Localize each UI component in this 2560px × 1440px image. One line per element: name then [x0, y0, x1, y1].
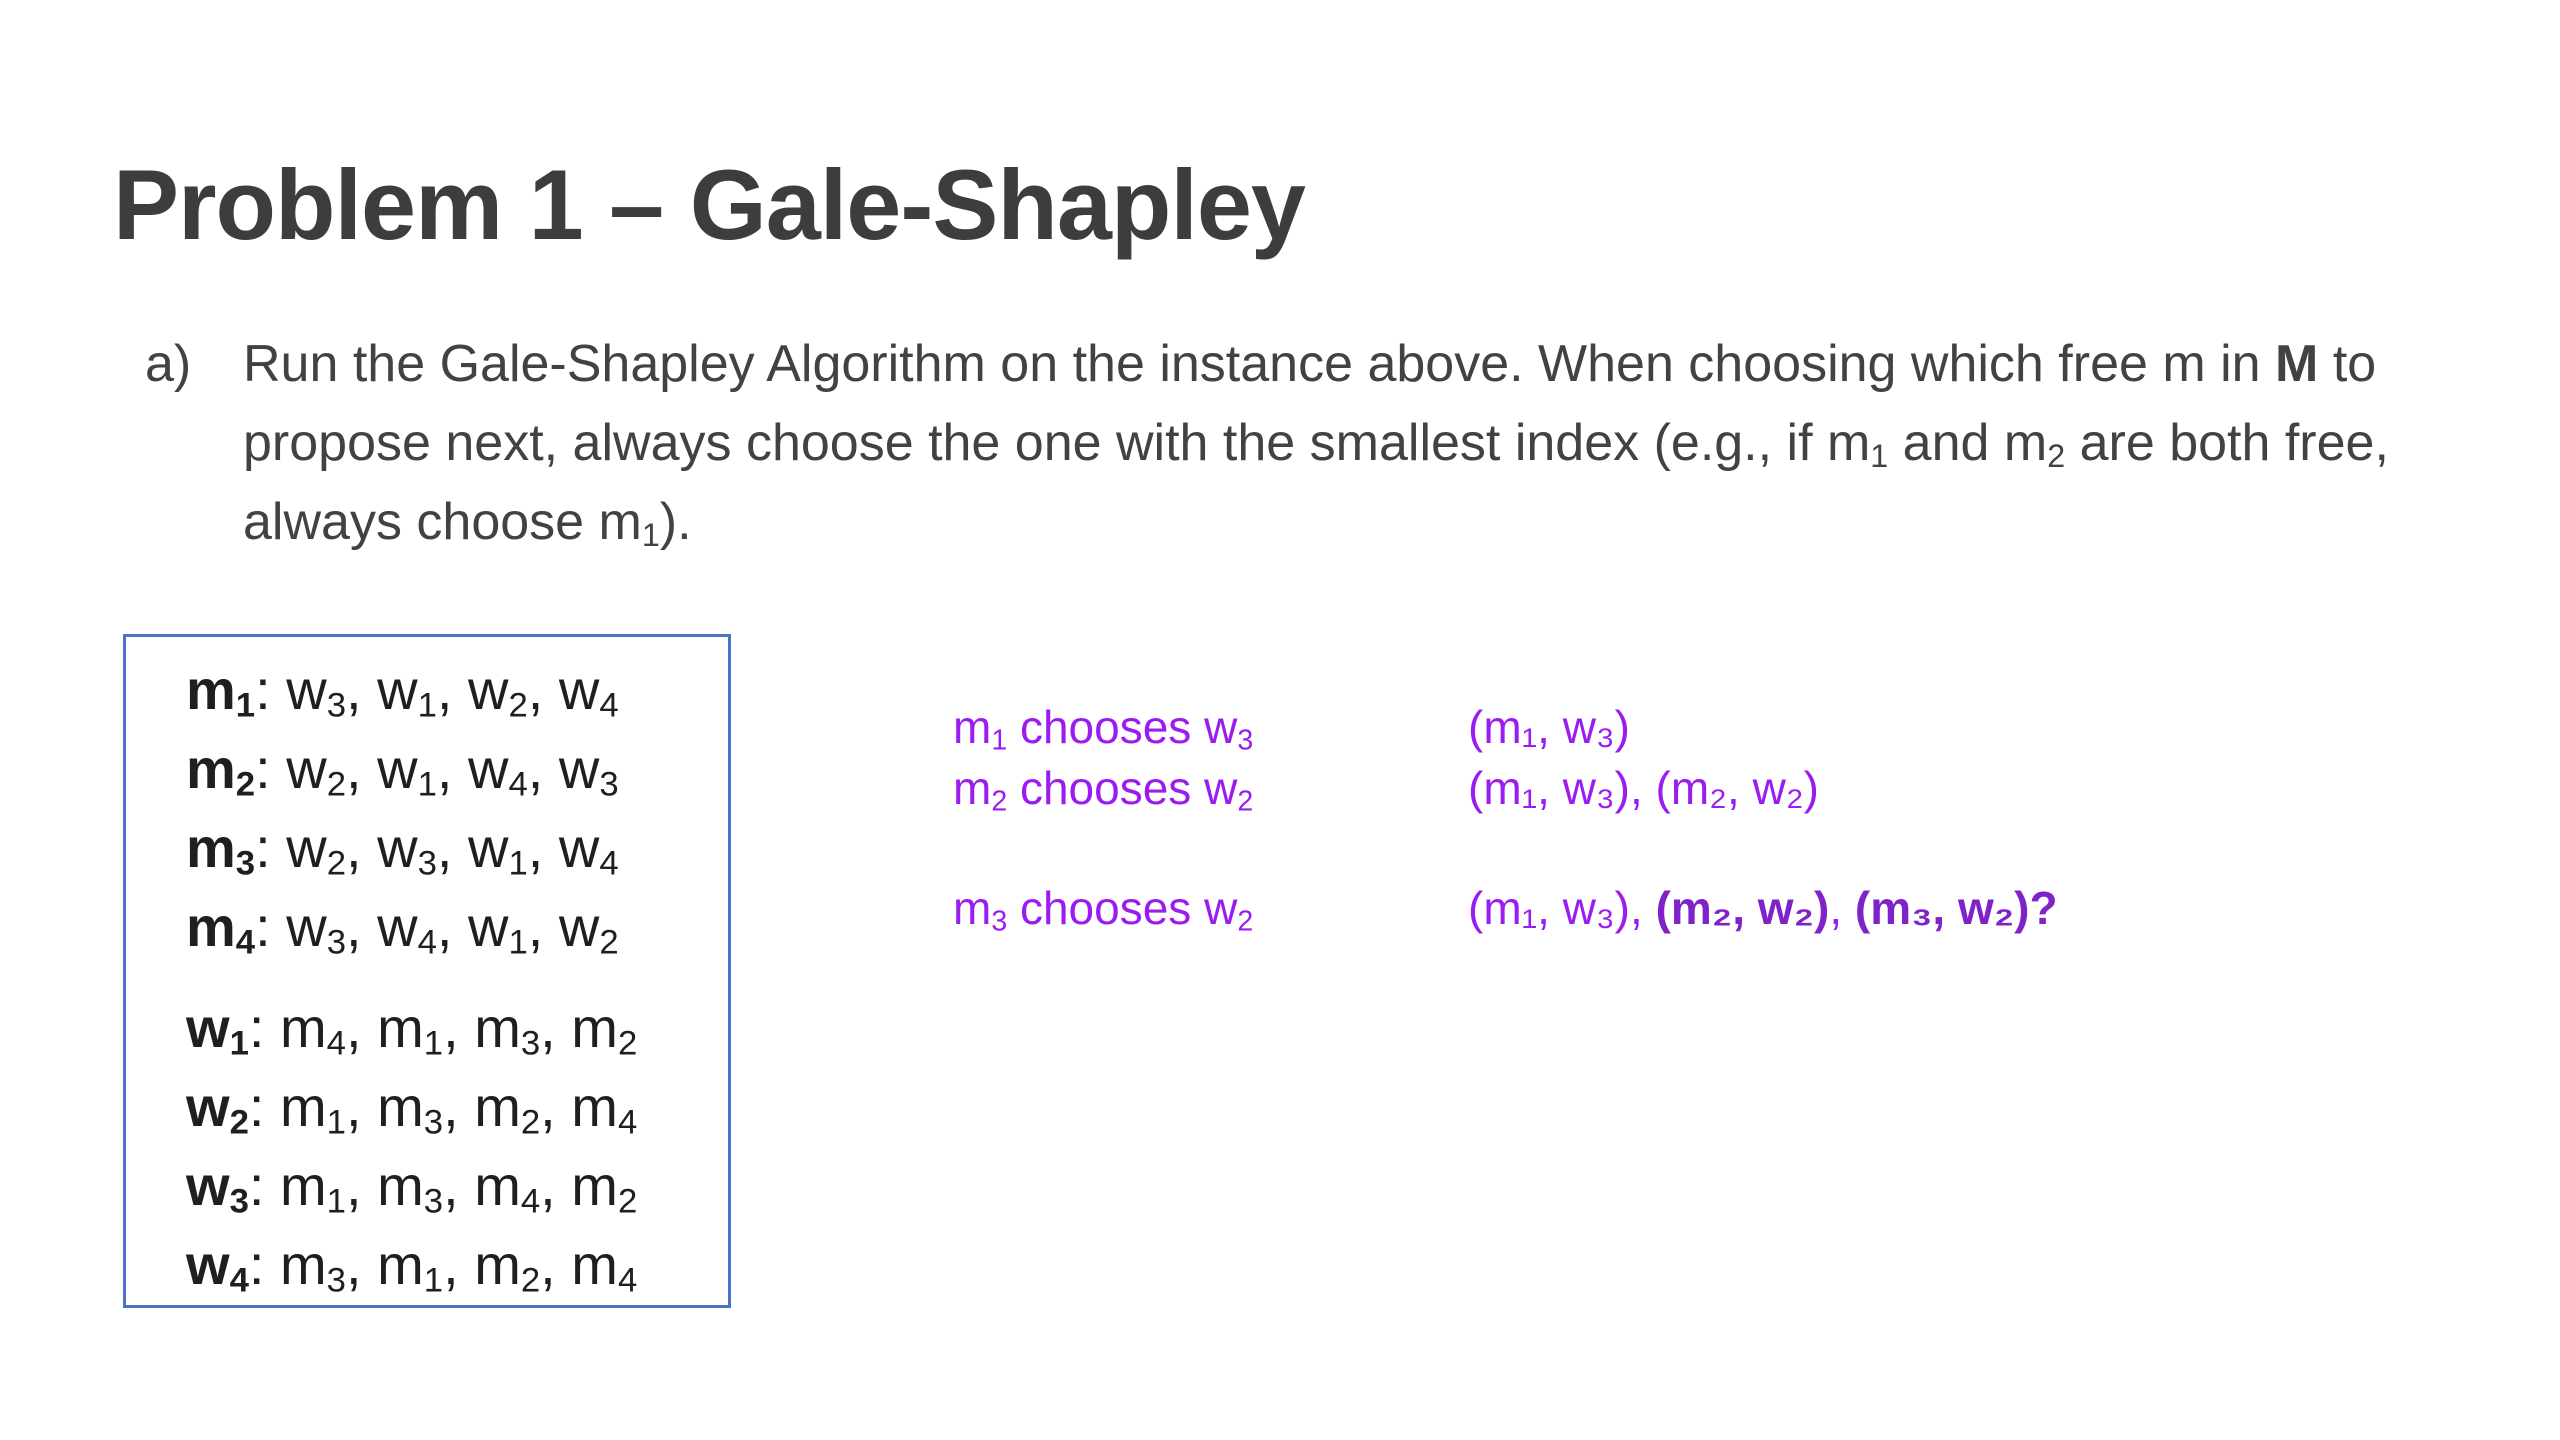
subscript: 3: [520, 1024, 541, 1063]
question-line-1: [243, 325, 2485, 404]
preference-lists-box: [123, 634, 731, 1308]
preference-item: $m_3$: [377, 1154, 444, 1221]
subscript: 1: [423, 1261, 444, 1300]
preference-item: $w_4$: [558, 658, 619, 725]
separator: ,: [540, 996, 572, 1059]
slide-title: Problem 1 – Gale-Shapley: [113, 149, 1305, 260]
preference-item: $w_1$: [468, 816, 528, 883]
preference-item: $w_1$: [377, 737, 437, 804]
question-text: to: [2318, 335, 2377, 393]
preference-item: $m_1$: [377, 1233, 444, 1300]
separator: ,: [527, 816, 559, 879]
matching-state-2: (m₁, w₃), (m₂, w₂): [1468, 762, 1819, 814]
current-pair: (m₂, w₂): [1655, 882, 1830, 934]
person-label: $m_4$: [186, 895, 256, 962]
preference-row: [186, 1074, 638, 1142]
subscript: 3: [326, 1261, 346, 1300]
matching-state-1: (m₁, w₃): [1468, 701, 1630, 753]
matching-state-3: (m₁, w₃), (m₂, w₂), (m₃, w₂)?: [1468, 882, 2058, 934]
trace-step-1: $m_1$ chooses $w_3$: [953, 701, 1254, 757]
person-label: $m_1$: [186, 658, 256, 725]
subscript: 3: [326, 686, 346, 725]
question-marker: a): [145, 335, 192, 393]
subscript: 1: [229, 1024, 249, 1063]
subscript: 2: [520, 1261, 541, 1300]
preference-item: $m_1$: [377, 996, 444, 1063]
preference-row: [186, 1232, 638, 1300]
preference-item: $m_1$: [280, 1154, 346, 1221]
separator: :: [248, 1075, 280, 1138]
subscript: 4: [599, 844, 619, 883]
question-text: always choose m: [243, 493, 642, 551]
separator: ,: [443, 1233, 475, 1296]
subscript: 1: [508, 923, 528, 962]
preference-item: $w_2$: [286, 816, 346, 883]
preference-item: $w_4$: [377, 895, 437, 962]
preference-item: $w_3$: [558, 737, 619, 804]
subscript: 1: [326, 1182, 346, 1221]
person-label: $w_4$: [186, 1233, 249, 1300]
separator: ,: [346, 737, 378, 800]
subscript: 2: [617, 1024, 638, 1063]
question-text: ).: [659, 493, 692, 551]
preference-item: $w_3$: [286, 895, 346, 962]
preference-item: $w_2$: [468, 658, 528, 725]
subscript: 1: [235, 686, 256, 725]
subscript: 2: [617, 1182, 638, 1221]
preference-item: $m_3$: [377, 1075, 444, 1142]
subscript: 3: [417, 844, 437, 883]
subscript: 3: [229, 1182, 249, 1221]
separator: :: [255, 816, 287, 879]
separator: :: [248, 1233, 280, 1296]
separator: ,: [345, 996, 378, 1059]
preference-item: $m_2$: [571, 1154, 638, 1221]
separator: ,: [345, 1075, 378, 1138]
separator: :: [255, 895, 287, 958]
subscript: 1: [417, 686, 437, 725]
separator: ,: [346, 658, 378, 721]
preference-item: $m_1$: [280, 1075, 346, 1142]
subscript: 4: [617, 1261, 638, 1300]
subscript: 2: [326, 765, 346, 804]
person-label: $m_3$: [186, 816, 256, 883]
subscript: 3: [235, 844, 256, 883]
subscript: 1: [1870, 438, 1889, 475]
question-text: propose next, always choose the one with the smallest index (e.g., if m: [243, 414, 1871, 472]
subscript: 2: [508, 686, 528, 725]
subscript: 2: [599, 923, 619, 962]
separator: ,: [527, 658, 559, 721]
preference-row: [186, 995, 638, 1063]
separator: ,: [436, 895, 469, 958]
question-text: and m: [1888, 414, 2048, 472]
question-paragraph: [145, 325, 2485, 562]
preference-item: $m_3$: [280, 1233, 346, 1300]
separator: ,: [540, 1075, 572, 1138]
preference-row: [186, 657, 619, 725]
preference-item: $w_4$: [468, 737, 528, 804]
subscript: 3: [326, 923, 346, 962]
subscript: 4: [417, 923, 437, 962]
separator: ,: [443, 996, 475, 1059]
preference-row: [186, 815, 619, 883]
subscript: 4: [235, 923, 256, 962]
proposed-pair: (m₃, w₂)?: [1854, 882, 2058, 934]
preference-item: $m_3$: [474, 996, 541, 1063]
subscript: 1: [326, 1103, 346, 1142]
separator: ,: [436, 658, 469, 721]
subscript: 1: [423, 1024, 444, 1063]
subscript: 4: [599, 686, 619, 725]
question-text: Run the Gale-Shapley Algorithm on the instance above. When choosing which free m in: [243, 335, 2276, 393]
subscript: 2: [229, 1103, 249, 1142]
subscript: 1: [641, 517, 660, 554]
subscript: 1: [417, 765, 437, 804]
separator: ,: [346, 816, 378, 879]
separator: ,: [540, 1154, 572, 1217]
preference-item: $m_4$: [571, 1233, 638, 1300]
subscript: 1: [508, 844, 528, 883]
subscript: 4: [229, 1261, 249, 1300]
separator: ,: [436, 816, 469, 879]
person-label: $w_1$: [186, 996, 249, 1063]
separator: ,: [527, 895, 559, 958]
separator: ,: [443, 1154, 475, 1217]
question-line-3: [243, 483, 2485, 562]
trace-step-2: $m_2$ chooses $w_2$: [953, 762, 1254, 818]
preference-row: [186, 894, 619, 962]
preference-item: $w_2$: [286, 737, 346, 804]
subscript: 4: [520, 1182, 541, 1221]
separator: ,: [436, 737, 469, 800]
preference-item: $w_2$: [558, 895, 619, 962]
person-label: $w_2$: [186, 1075, 249, 1142]
preference-item: $m_4$: [280, 996, 346, 1063]
separator: ,: [346, 895, 378, 958]
preference-item: $m_4$: [571, 1075, 638, 1142]
preference-item: $m_2$: [474, 1233, 541, 1300]
subscript: 2: [235, 765, 256, 804]
preference-item: $w_4$: [558, 816, 619, 883]
subscript: 2: [2047, 438, 2066, 475]
trace-step-3: $m_3$ chooses $w_2$: [953, 882, 1254, 938]
subscript: 2: [326, 844, 346, 883]
separator: :: [248, 1154, 280, 1217]
preference-item: $w_3$: [286, 658, 346, 725]
preference-item: $w_3$: [377, 816, 437, 883]
preference-item: $m_2$: [571, 996, 638, 1063]
set-M: M: [2275, 335, 2319, 393]
person-label: $m_2$: [186, 737, 256, 804]
preference-item: $w_1$: [377, 658, 437, 725]
subscript: 4: [508, 765, 528, 804]
separator: :: [255, 737, 287, 800]
subscript: 3: [423, 1182, 444, 1221]
separator: :: [248, 996, 280, 1059]
preference-item: $m_2$: [474, 1075, 541, 1142]
preference-item: $w_1$: [468, 895, 528, 962]
preference-row: [186, 1153, 638, 1221]
separator: ,: [527, 737, 559, 800]
person-label: $w_3$: [186, 1154, 249, 1221]
question-text: are both free,: [2065, 414, 2389, 472]
subscript: 2: [520, 1103, 541, 1142]
separator: :: [255, 658, 287, 721]
separator: ,: [345, 1154, 378, 1217]
separator: ,: [345, 1233, 378, 1296]
preference-item: $m_4$: [474, 1154, 541, 1221]
subscript: 4: [617, 1103, 638, 1142]
subscript: 4: [326, 1024, 346, 1063]
question-line-2: [243, 404, 2485, 483]
subscript: 3: [423, 1103, 444, 1142]
subscript: 3: [599, 765, 619, 804]
separator: ,: [540, 1233, 572, 1296]
separator: ,: [443, 1075, 475, 1138]
preference-row: [186, 736, 619, 804]
